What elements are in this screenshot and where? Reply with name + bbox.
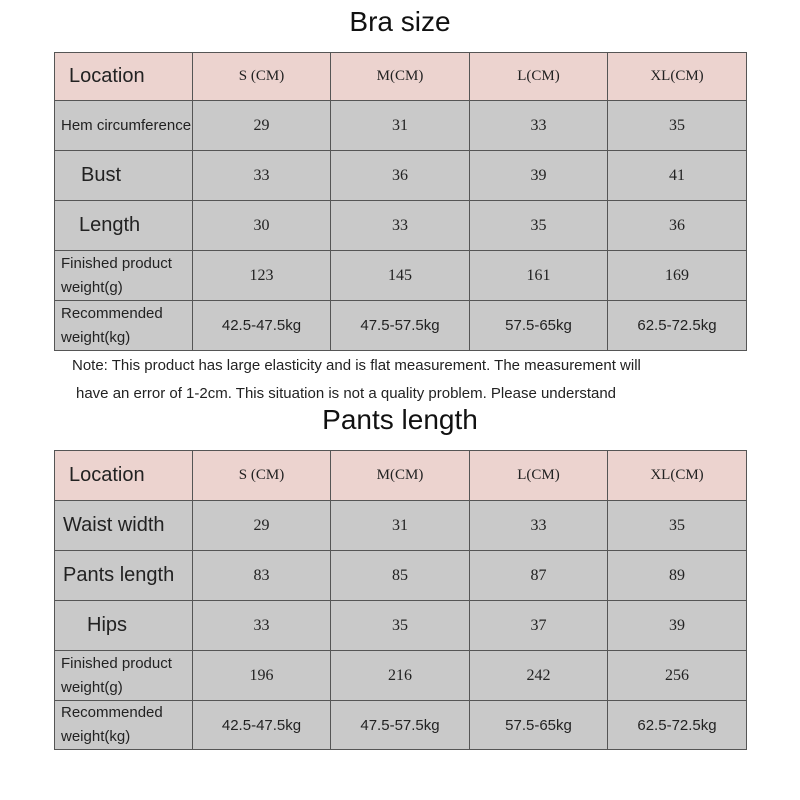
- table-cell: 35: [608, 101, 747, 151]
- table-cell: 87: [470, 551, 608, 601]
- table-cell: 161: [470, 251, 608, 301]
- table-cell: 29: [193, 501, 331, 551]
- row-label: Pants length: [55, 551, 193, 601]
- row-label: Hips: [55, 601, 193, 651]
- table-row: [55, 201, 747, 251]
- row-label: Hem circumference: [55, 101, 193, 151]
- note-line: Note: This product has large elasticity and is flat measurement. The measurement will: [72, 357, 641, 374]
- table-cell: 242: [470, 651, 608, 701]
- table-cell: 30: [193, 201, 331, 251]
- table-cell: 39: [608, 601, 747, 651]
- note-line: have an error of 1-2cm. This situation is not a quality problem. Please understand: [76, 385, 617, 402]
- table-cell: 256: [608, 651, 747, 701]
- table-cell: 57.5-65kg: [470, 301, 608, 351]
- table-cell: 33: [193, 601, 331, 651]
- table-cell: 33: [470, 101, 608, 151]
- table-cell: 57.5-65kg: [470, 701, 608, 750]
- table-cell: 145: [331, 251, 470, 301]
- table-row: [55, 651, 747, 701]
- table-row: [55, 101, 747, 151]
- table-row: [55, 501, 747, 551]
- table-row: [55, 251, 747, 301]
- table-cell: 29: [193, 101, 331, 151]
- pants-length-table: [54, 450, 747, 750]
- table-cell: 39: [470, 151, 608, 201]
- table-row: [55, 551, 747, 601]
- table-cell: 42.5-47.5kg: [193, 701, 331, 750]
- table-cell: 83: [193, 551, 331, 601]
- table-cell: 33: [470, 501, 608, 551]
- table-row: [55, 601, 747, 651]
- header-size-m: M(CM): [331, 451, 470, 501]
- row-label: Waist width: [55, 501, 193, 551]
- table-cell: 33: [331, 201, 470, 251]
- table-cell: 196: [193, 651, 331, 701]
- table-cell: 35: [470, 201, 608, 251]
- table-cell: 41: [608, 151, 747, 201]
- measurement-note: [72, 352, 772, 408]
- table-cell: 62.5-72.5kg: [608, 301, 747, 351]
- table-header-row: [55, 451, 747, 501]
- table-row: [55, 301, 747, 351]
- header-size-xl: XL(CM): [608, 451, 747, 501]
- pants-length-title: Pants length: [322, 404, 478, 435]
- table-cell: 42.5-47.5kg: [193, 301, 331, 351]
- header-size-s: S (CM): [193, 451, 331, 501]
- table-cell: 123: [193, 251, 331, 301]
- table-cell: 31: [331, 501, 470, 551]
- table-header-row: [55, 53, 747, 101]
- table-cell: 36: [331, 151, 470, 201]
- bra-size-title: Bra size: [349, 6, 451, 37]
- header-size-l: L(CM): [470, 53, 608, 101]
- header-size-s: S (CM): [193, 53, 331, 101]
- table-cell: 89: [608, 551, 747, 601]
- table-cell: 35: [608, 501, 747, 551]
- table-cell: 169: [608, 251, 747, 301]
- row-label: Length: [55, 201, 193, 251]
- row-label: Finished product weight(g): [55, 651, 193, 701]
- header-location: Location: [55, 451, 193, 501]
- table-row: [55, 701, 747, 750]
- header-size-l: L(CM): [470, 451, 608, 501]
- row-label: Bust: [55, 151, 193, 201]
- table-cell: 47.5-57.5kg: [331, 301, 470, 351]
- table-cell: 62.5-72.5kg: [608, 701, 747, 750]
- row-label: Recommended weight(kg): [55, 301, 193, 351]
- table-cell: 85: [331, 551, 470, 601]
- bra-size-table: [54, 52, 747, 351]
- header-size-xl: XL(CM): [608, 53, 747, 101]
- table-cell: 37: [470, 601, 608, 651]
- header-size-m: M(CM): [331, 53, 470, 101]
- header-location: Location: [55, 53, 193, 101]
- table-cell: 31: [331, 101, 470, 151]
- table-cell: 47.5-57.5kg: [331, 701, 470, 750]
- table-cell: 33: [193, 151, 331, 201]
- row-label: Recommended weight(kg): [55, 701, 193, 750]
- table-cell: 216: [331, 651, 470, 701]
- table-cell: 35: [331, 601, 470, 651]
- row-label: Finished product weight(g): [55, 251, 193, 301]
- table-cell: 36: [608, 201, 747, 251]
- table-row: [55, 151, 747, 201]
